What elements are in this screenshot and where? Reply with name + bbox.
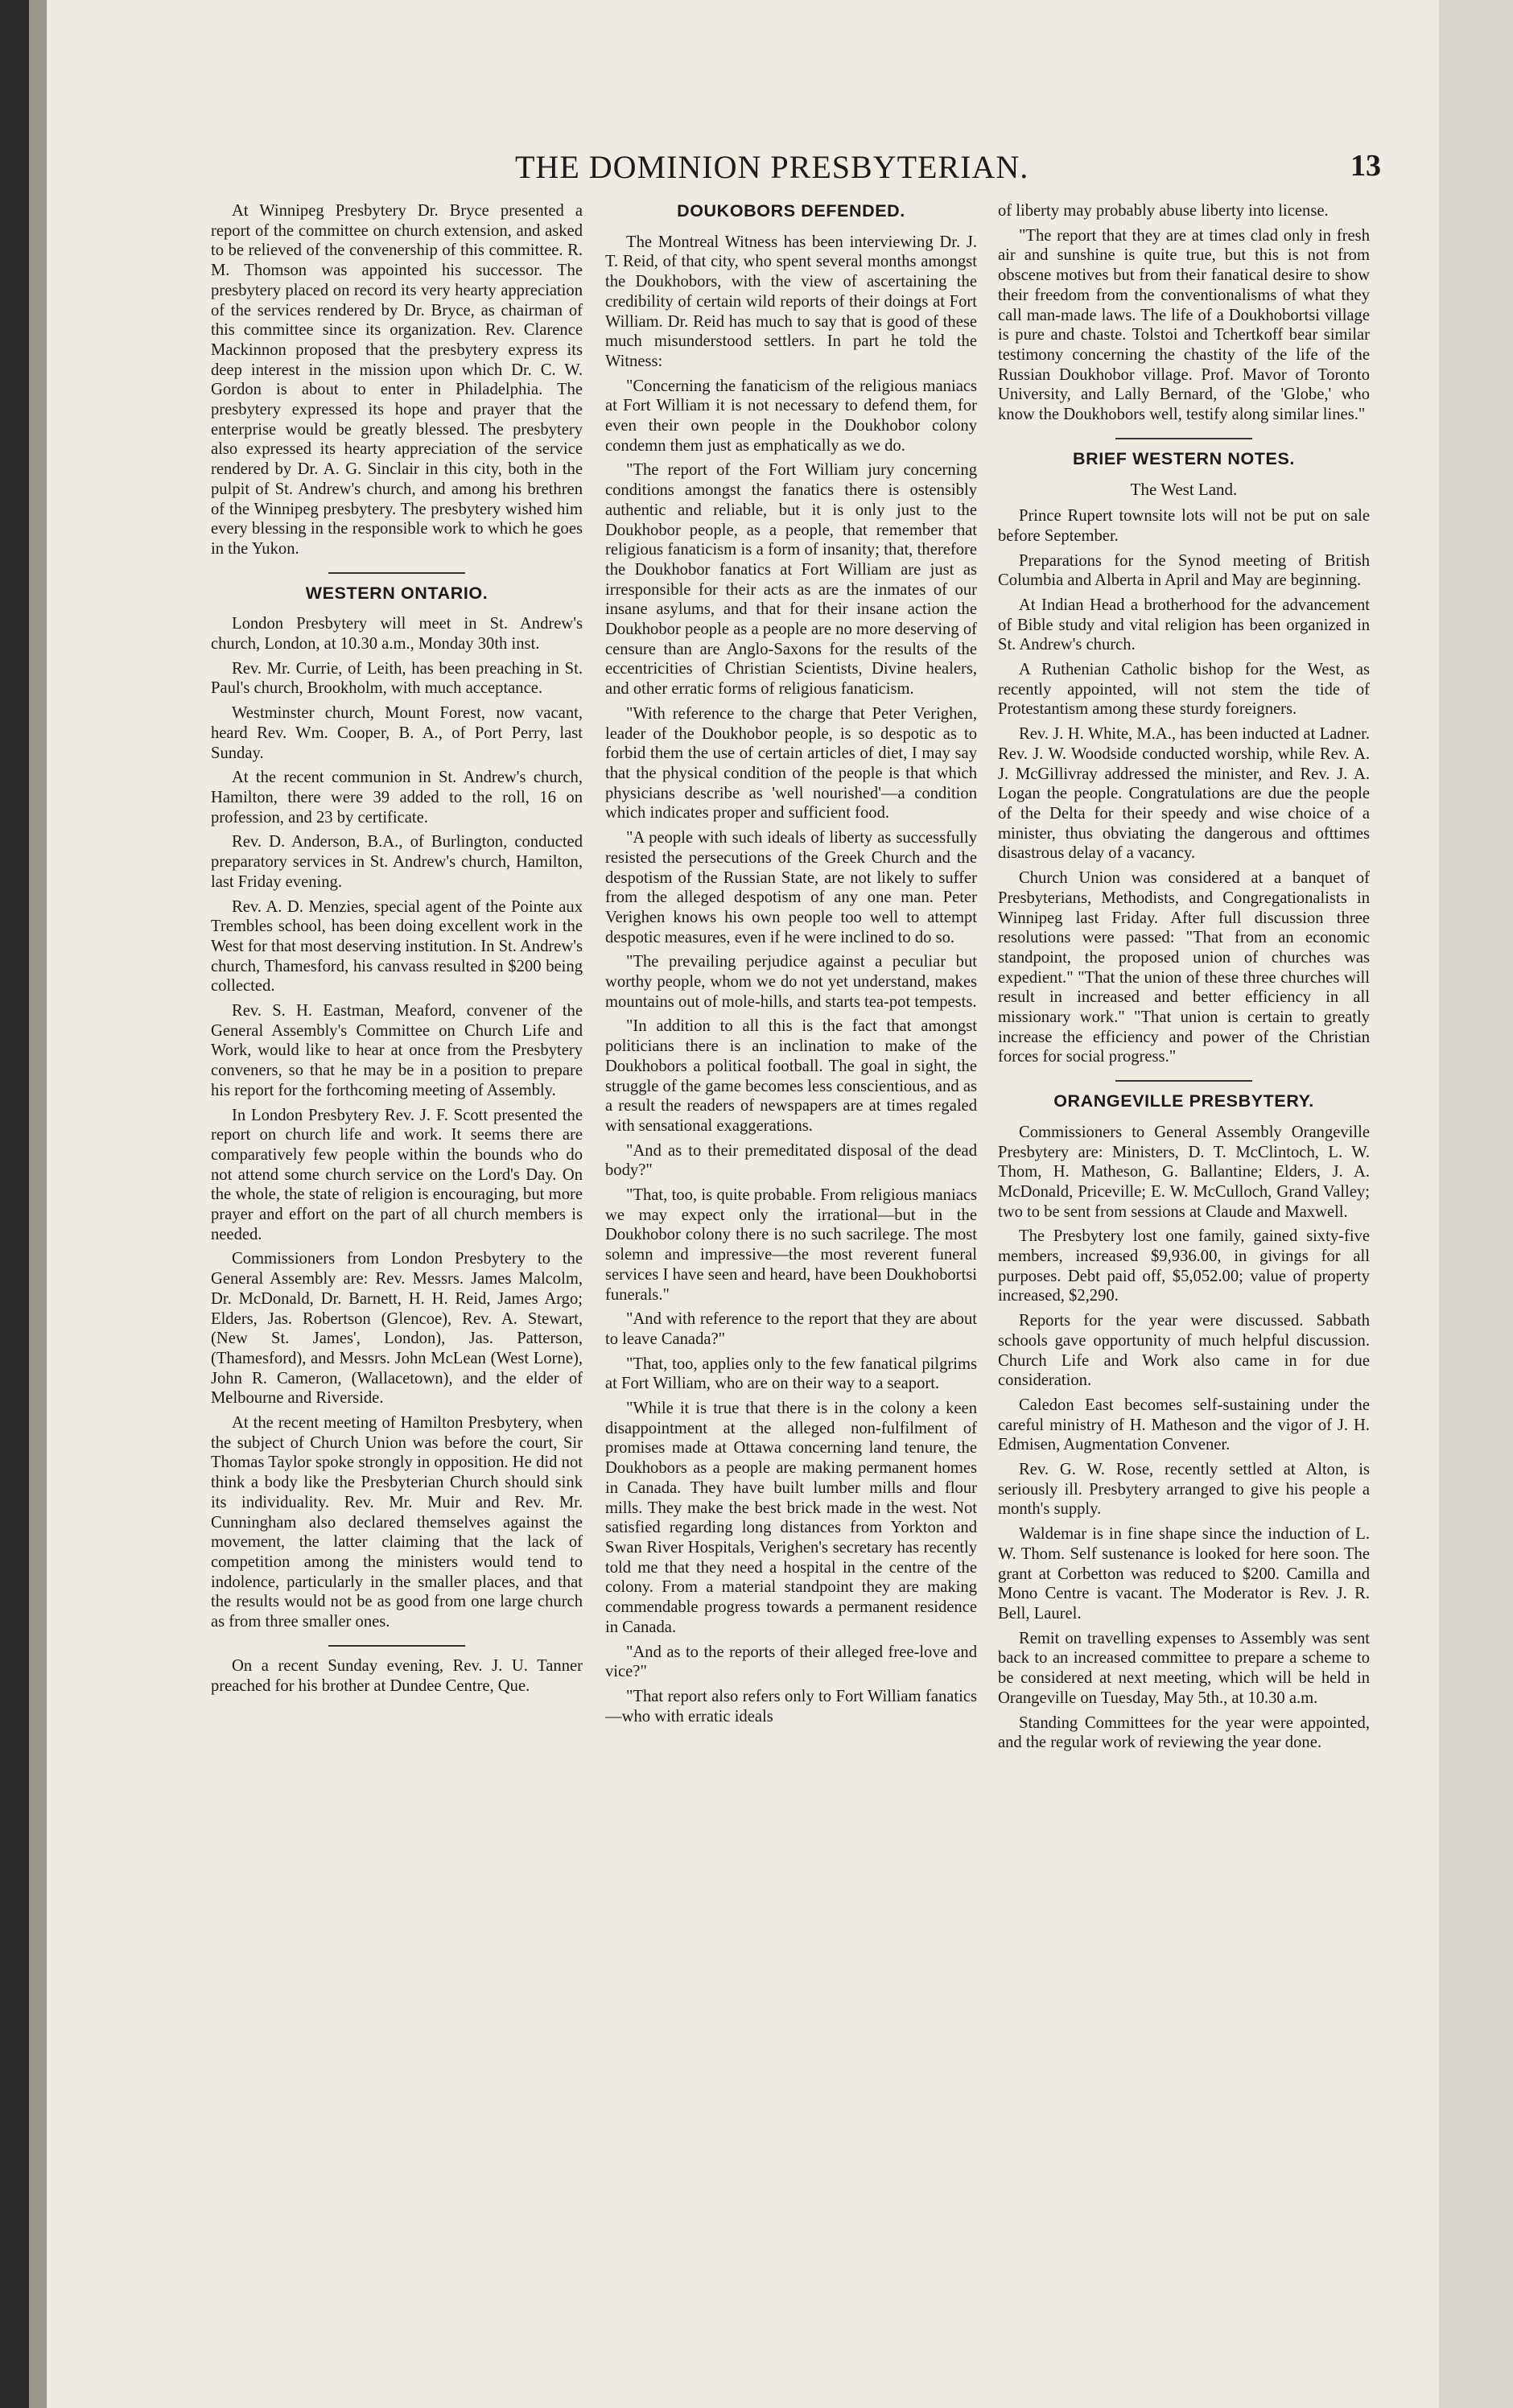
western-ontario-article: [211, 614, 583, 1631]
column-3: [998, 201, 1370, 1758]
newspaper-page: [177, 137, 1392, 2310]
doukobors-article: [605, 233, 977, 1727]
paragraph: A Ruthenian Catholic bishop for the West, as recently appointed, will not stem the tide of Protestantism among these sturdy foreigners.: [998, 661, 1370, 719]
paragraph: London Presbytery will meet in St. Andrew's church, London, at 10.30 a.m., Monday 30th inst.: [211, 615, 583, 654]
western-ontario-heading: WESTERN ONTARIO.: [305, 583, 489, 603]
column-1: [211, 201, 583, 1701]
paragraph: "Concerning the fanaticism of the religious maniacs at Fort William it is not necessary to defend them, for even their own people in the Doukhobor colony condemn them just as emphatically as we do.: [605, 377, 977, 455]
paragraph: Standing Committees for the year were appointed, and the regular work of reviewing the year done.: [998, 1713, 1370, 1752]
paragraph: "The prevailing perjudice against a peculiar but worthy people, whom we do not yet understand, makes mountains out of mole-hills, and starts tea-pot tempests.: [605, 953, 977, 1011]
paragraph: Westminster church, Mount Forest, now vacant, heard Rev. Wm. Cooper, B. A., of Port Perry, last Sunday.: [211, 704, 583, 762]
orangeville-presbytery-heading: ORANGEVILLE PRESBYTERY.: [1053, 1091, 1314, 1111]
paragraph: "The report of the Fort William jury concerning conditions amongst the fanatics there is ostensibly authentic and reliable, but it is only just to the Doukhobor people, as a people, that remember that religious fanaticism is a form of insanity; that, therefore the Doukhobor fanatics at Fort William are just as irresponsible for their acts as are the inmates of our insane asylums, and that for their insane action the Doukhobor people as a people are no more deserving of censure than are Anglo-Saxons for the results of the eccentricities of Christian Scientists, Divine healers, and other erratic forms of religious fanaticism.: [605, 461, 977, 699]
section-divider: [328, 1645, 465, 1647]
brief-western-notes-article: [998, 506, 1370, 1067]
paragraph: "That, too, is quite probable. From religious maniacs we may expect only the irrational—but in the Doukhobor colony there is no such sacrilege. The most solemn and impressive—the most reverent funeral services I have seen and heard, have been Doukhobortsi funerals.": [605, 1186, 977, 1304]
paragraph: Rev. S. H. Eastman, Meaford, convener of the General Assembly's Committee on Church Life and Work, would like to hear at once from the Presbytery conveners, so that he may be in a position to prepare his report for the forthcoming meeting of Assembly.: [211, 1002, 583, 1099]
west-land-subheading: The West Land.: [1130, 480, 1238, 500]
section-divider: [1115, 438, 1252, 439]
masthead-title: THE DOMINION PRESBYTERIAN.: [515, 149, 1029, 185]
paragraph: Rev. A. D. Menzies, special agent of the Pointe aux Trembles school, has been doing excellent work in the West for that most deserving institution. In St. Andrew's church, Thamesford, his canvass resulted in $200 being collected.: [211, 897, 583, 996]
page-number: 13: [1350, 149, 1381, 183]
section-divider: [328, 572, 465, 574]
paragraph: Commissioners from London Presbytery to the General Assembly are: Rev. Messrs. James Malcolm, Dr. McDonald, Dr. Barnett, H. H. Reid, James Argo; Elders, Jas. Robertson (Glencoe), Rev. A. Stewart, (New St. James', London), Jas. Patterson, (Thamesford), and Messrs. John McLean (West Lorne), John R. Cameron, (Wallacetown), and the elder of Melbourne and Riverside.: [211, 1250, 583, 1408]
scan-edge: [0, 0, 29, 2408]
paragraph: Church Union was considered at a banquet of Presbyterians, Methodists, and Congregationalists in Winnipeg last Friday. After full discussion three resolutions were passed: "That from an economic standpoint, the proposed union of churches was expedient." "That the union of these three churches will result in increased and better efficiency in all missionary work." "That union is certain to greatly increase the efficiency and power of the Christian forces for social progress.": [998, 869, 1370, 1066]
doukobors-heading: DOUKOBORS DEFENDED.: [677, 201, 905, 221]
paragraph: "The report that they are at times clad only in fresh air and sunshine is quite true, but this is not from obscene motives but from their fanatical desire to show their freedom from the conventionalisms of what they call man-made laws. The life of a Doukhobortsi village is pure and chaste. Tolstoi and Tchertkoff bear similar testimony concerning the chastity of the life of the Russian Doukhobor village. Prof. Mavor of Toronto University, and Lally Bernard, of the 'Globe,' who know the Doukhobors well, testify along similar lines.": [998, 226, 1370, 424]
paragraph: "In addition to all this is the fact that amongst politicians there is an inclination to make of the Doukhobors a political football. The goal in sight, the struggle of the game becomes less conscientious, and as a result the readers of newspapers are at times regaled with sensational exaggerations.: [605, 1017, 977, 1135]
paragraph: At Indian Head a brotherhood for the advancement of Bible study and vital religion has been organized in St. Andrew's church.: [998, 596, 1370, 654]
paragraph: The Montreal Witness has been interviewing Dr. J. T. Reid, of that city, who spent several months amongst the Doukhobors, with the view of ascertaining the credibility of certain wild reports of their doings at Fort William. Dr. Reid has much to say that is good of these much misunderstood settlers. In part he told the Witness:: [605, 233, 977, 370]
column-2: [605, 201, 977, 1731]
paragraph: The Presbytery lost one family, gained sixty-five members, increased $9,936.00, in givings for all purposes. Debt paid off, $5,052.00; value of property increased, $2,290.: [998, 1227, 1370, 1305]
section-divider: [1115, 1080, 1252, 1082]
winnipeg-article: [211, 201, 583, 559]
paragraph: At Winnipeg Presbytery Dr. Bryce presented a report of the committee on church extension, and asked to be relieved of the convenership of this committee. R. M. Thomson was appointed his successor. The presbytery placed on record its very hearty appreciation of the services rendered by Dr. Bryce, as chairman of this committee since its organization. Rev. Clarence Mackinnon proposed that the presbytery express its deep interest in the mission upon which Dr. C. W. Gordon is about to enter in Philadelphia. The presbytery expressed its hope and prayer that the enterprise would be greatly blessed. The presbytery also expressed its hearty appreciation of the service rendered by Dr. A. G. Sinclair in this city, both in the pulpit of St. Andrew's church, and among his brethren of the Winnipeg presbytery. The presbytery wished him every blessing in the responsible work to which he goes in the Yukon.: [211, 202, 583, 558]
paragraph: Rev. D. Anderson, B.A., of Burlington, conducted preparatory services in St. Andrew's church, Hamilton, last Friday evening.: [211, 833, 583, 891]
paragraph: of liberty may probably abuse liberty into license.: [998, 202, 1329, 220]
paragraph: Preparations for the Synod meeting of British Columbia and Alberta in April and May are beginning.: [998, 551, 1370, 590]
brief-western-notes-heading: BRIEF WESTERN NOTES.: [1073, 448, 1295, 468]
paragraph: Caledon East becomes self-sustaining under the careful ministry of H. Matheson and the vigor of J. H. Edmisen, Augmentation Convener.: [998, 1396, 1370, 1454]
paragraph: "And as to their premeditated disposal of the dead body?": [605, 1141, 977, 1180]
paragraph: Rev. G. W. Rose, recently settled at Alton, is seriously ill. Presbytery arranged to give his people a month's supply.: [998, 1461, 1370, 1519]
paragraph: "A people with such ideals of liberty as successfully resisted the persecutions of the Greek Church and the despotism of the Russian State, are not likely to suffer from the alleged despotism of any one man. Peter Verighen knows his own people too well to attempt despotic measures, even if he were inclined to do so.: [605, 829, 977, 946]
paragraph: In London Presbytery Rev. J. F. Scott presented the report on church life and work. It seems there are comparatively few people within the bounds who do not attend some church service on the Lord's Day. On the whole, the state of religion is encouraging, but more prayer and effort on the part of all church members is needed.: [211, 1106, 583, 1243]
paragraph: "That, too, applies only to the few fanatical pilgrims at Fort William, who are on their way to a seaport.: [605, 1354, 977, 1393]
paragraph: Commissioners to General Assembly Orangeville Presbytery are: Ministers, D. T. McClintoch, L. W. Thom, H. Matheson, G. Ballantine; Elders, J. A. McDonald, Priceville; E. W. McCulloch, Grand Valley; two to be sent from sessions at Claude and Maxwell.: [998, 1123, 1370, 1221]
paragraph: "And as to the reports of their alleged free-love and vice?": [605, 1643, 977, 1681]
paragraph: Remit on travelling expenses to Assembly was sent back to an increased committee to prepare a scheme to be considered at next meeting, which will be held in Orangeville on Tuesday, May 5th., at 10.30 a.m.: [998, 1629, 1370, 1707]
paragraph: "That report also refers only to Fort William fanatics—who with erratic ideals: [605, 1687, 977, 1726]
paragraph: "And with reference to the report that they are about to leave Canada?": [605, 1310, 977, 1348]
scan-margin: [1439, 0, 1513, 2408]
paragraph: At the recent communion in St. Andrew's church, Hamilton, there were 39 added to the roll, 16 on profession, and 23 by certificate.: [211, 769, 583, 827]
paragraph: Rev. Mr. Currie, of Leith, has been preaching in St. Paul's church, Brookholm, with much acceptance.: [211, 659, 583, 698]
paragraph: Rev. J. H. White, M.A., has been inducted at Ladner. Rev. J. W. Woodside conducted worship, while Rev. A. J. McGillivray addressed the minister, and Rev. J. A. Logan the people. Congratulations are due the people of the Delta for their speedy and wise choice of a minister, thus obviating the dangerous and ofttimes disastrous delay of a vacancy.: [998, 725, 1370, 863]
paragraph: Prince Rupert townsite lots will not be put on sale before September.: [998, 507, 1370, 545]
paragraph: Waldemar is in fine shape since the induction of L. W. Thom. Self sustenance is looked for here soon. The grant at Corbetton was reduced to $200. Camilla and Mono Centre is vacant. The Moderator is Rev. J. R. Bell, Laurel.: [998, 1525, 1370, 1623]
orangeville-presbytery-article: [998, 1123, 1370, 1753]
paragraph: Reports for the year were discussed. Sabbath schools gave opportunity of much helpful discussion. Church Life and Work also came in for due consideration.: [998, 1312, 1370, 1390]
paragraph: "With reference to the charge that Peter Verighen, leader of the Doukhobor people, is so despotic as to forbid them the use of certain articles of diet, I may say that the physical condition of the people is that which physicians describe as 'well nourished'—a condition which indicates proper and sufficient food.: [605, 704, 977, 823]
scan-edge-shadow: [29, 0, 47, 2408]
paragraph: On a recent Sunday evening, Rev. J. U. Tanner preached for his brother at Dundee Centre, Que.: [211, 1656, 583, 1695]
paragraph: "While it is true that there is in the colony a keen disappointment at the alleged non-fulfilment of promises made at Ottawa concerning land tenure, the Doukhobors as a people are making permanent homes in Canada. They have built lumber mills and flour mills. They make the best brick made in the west. Not satisfied regarding long distances from Yorkton and Swan River Hospitals, Verighen's secretary has recently told me that they need a hospital in the centre of the colony. From a material standpoint they are making commendable progress towards a permanent residence in Canada.: [605, 1400, 977, 1636]
paragraph: At the recent meeting of Hamilton Presbytery, when the subject of Church Union was before the court, Sir Thomas Taylor spoke strongly in opposition. He did not think a body like the Presbyterian Church should sink its individuality. Rev. Mr. Muir and Rev. Mr. Cunningham also declared themselves against the movement, the latter claiming that the lack of competition among the ministers would tend to indolence, particularly in the smaller places, and that the results would not be as good from one large church as from three smaller ones.: [211, 1414, 583, 1631]
